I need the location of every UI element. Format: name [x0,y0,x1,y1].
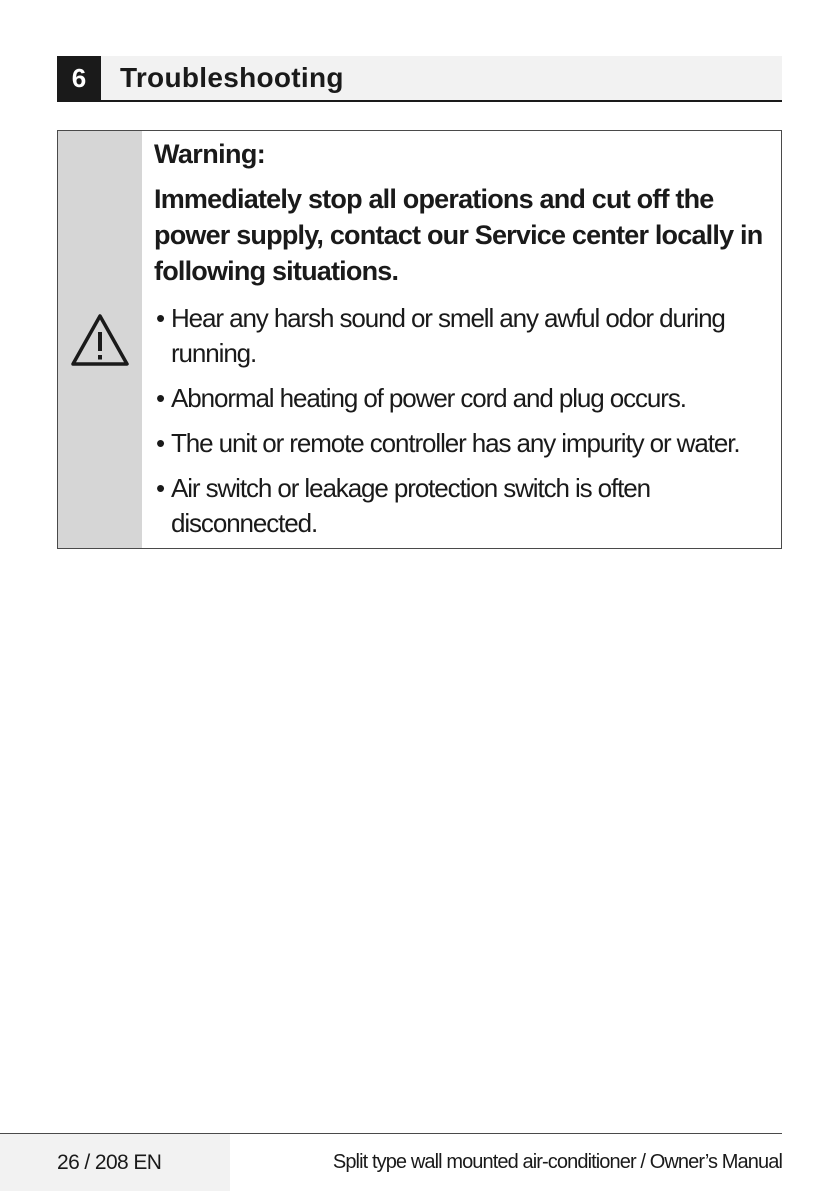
list-item-text: The unit or remote controller has any impurity or water. [171,428,740,458]
list-item [154,381,767,416]
section-header [57,56,782,102]
section-number: 6 [57,56,101,100]
list-item-text: Abnormal heating of power cord and plug occurs. [171,383,686,413]
bullet: • [156,303,165,333]
page-number: 26 / 208 EN [0,1134,230,1191]
document-title: Split type wall mounted air-conditioner / Owner’s Manual [332,1151,782,1173]
bullet: • [156,428,165,458]
warning-icon-column [58,131,142,548]
bullet: • [156,473,165,503]
list-item-text: Hear any harsh sound or smell any awful odor during running. [171,303,725,368]
bullet: • [156,383,165,413]
warning-list [154,301,767,541]
warning-content [142,131,781,548]
warning-heading: Warning: [154,139,266,169]
list-item [154,471,767,541]
page-footer [0,1133,782,1191]
warning-box [57,130,782,549]
list-item [154,301,767,371]
warning-triangle-icon [69,312,131,368]
warning-subheading: Immediately stop all operations and cut off the power supply, contact our Service center locally in following situations. [154,184,763,286]
list-item [154,426,767,461]
section-title: Troubleshooting [120,62,344,93]
list-item-text: Air switch or leakage protection switch is often disconnected. [171,473,650,538]
